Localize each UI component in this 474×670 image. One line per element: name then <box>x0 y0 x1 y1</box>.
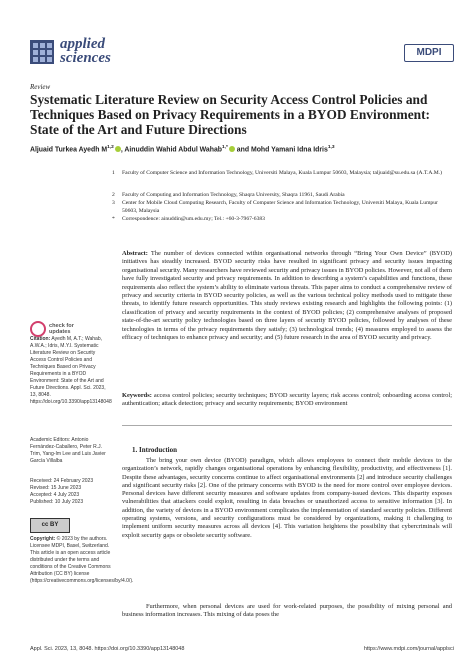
author-list <box>30 145 450 153</box>
dates-block <box>30 478 110 506</box>
abstract-label: Abstract: <box>122 250 148 257</box>
check-updates-line2: updates <box>49 329 71 336</box>
body-paragraph-1: The bring your own device (BYOD) paradigm, which allows employees to connect their mobile devices to the organization’s network, rapidly changes organisational operations by enhancing flexibility, productivity, and effectiveness [1]. Despite these advantages, security concerns continue to affect organisational environments [2] and introduce security challenges and significant security risks [2]. One of the primary concerns with BYOD is the need for more control over employee devices. Personal devices have different security measures and software updates from company-issued devices. This disparity exposes vulnerabilities that attackers could exploit, resulting in data breaches or unauthorized access to sensitive information [3]. In addition, the variety of devices in a BYOD environment complicates the implementation of standard security policies. Different operating systems, versions, and security configurations must be considered by organizations, making it challenging to implement uniform security measures across all devices [4]. This variation heightens the possibility that cybercriminals will exploit security gaps or obsolete security software. <box>122 457 452 539</box>
author-3-sup: 1,3 <box>327 145 335 150</box>
received-date: Received: 24 February 2023 <box>30 478 94 484</box>
affiliation-num: 1 <box>112 170 115 176</box>
keywords <box>122 392 452 409</box>
copyright-block <box>30 536 134 585</box>
copyright-text: © 2023 by the authors. Licensee MDPI, Basel, Switzerland. This article is an open access article distributed under the terms and conditions of the Creative Commons Attribution (CC BY) license (https://creativecommons.org/licenses/by/4.0/). <box>30 536 134 584</box>
article-type: Review <box>30 83 51 91</box>
affiliation-2 <box>112 192 452 200</box>
affiliation-text: Center for Mobile Cloud Computing Research, Faculty of Computer Science and Information Technology, Universiti Malaya, Kuala Lumpur 50603, Malaysia <box>122 200 438 214</box>
check-updates-icon <box>30 321 46 337</box>
copyright-label: Copyright: <box>30 536 56 542</box>
cc-license-badge[interactable]: cc BY <box>30 518 70 533</box>
affiliation-1 <box>112 170 452 178</box>
keywords-text: access control policies; security techniques; BYOD security layers; risk access control; onboarding access control; authentication; attack detection; privacy and security requirements; BYOD environment <box>122 392 452 408</box>
author-2-sup: 1,* <box>221 145 228 150</box>
citation-block <box>30 336 110 406</box>
affiliation-3 <box>112 200 452 215</box>
affiliation-text: Faculty of Computing and Information Technology, Shaqra University, Shaqra 11961, Saudi Arabia <box>122 192 345 198</box>
affiliation-num: 2 <box>112 192 115 198</box>
revised-date: Revised: 15 June 2023 <box>30 485 82 491</box>
accepted-date: Accepted: 4 July 2023 <box>30 492 80 498</box>
journal-logo-icon <box>30 40 54 64</box>
divider <box>122 425 452 426</box>
affiliation-text: Correspondence: ainuddin@um.edu.my; Tel.: +60-3-7967-6383 <box>122 216 265 222</box>
journal-name-line2: sciences <box>60 50 111 66</box>
footer-journal-link[interactable]: https://www.mdpi.com/journal/applsci <box>363 646 454 652</box>
author-1[interactable]: Aljuaid Turkea Ayedh M <box>30 146 108 154</box>
affiliation-text: Faculty of Computer Science and Information Technology, Universiti Malaya, Kuala Lumpur 50603, Malaysia; taljuaid@su.edu.sa (A.T.A.M.) <box>122 170 443 176</box>
author-1-sup: 1,2 <box>107 145 114 150</box>
published-date: Published: 10 July 2023 <box>30 499 84 505</box>
affiliation-num: 3 <box>112 200 115 206</box>
abstract-text: The number of devices connected within organisational networks through “Bring Your Own Device” (BYOD) initiatives has steadily increased. BYOD security risks have resulted in significant privacy and security issues impacting organisational security. Many researchers have reviewed security and privacy issues in BYOD policies. However, not all of them have fully investigated security and privacy requirements. In addition to describing a system’s capabilities and functions, these requirements also reflect the system’s ability to eliminate various threats. This paper aims to conduct a comprehensive review of privacy and security criteria in BYOD security policies, as well as the various technical policy methods used to mitigate these threats, to identify future research opportunities. This study reviews existing research and highlights the following points: (1) classification of privacy and security requirements in the context of BYOD policies; (2) comprehensive analyses of proposed state-of-the-art security policy technologies based on three layers of security BYOD policies, followed by analyses of these technologies in terms of the privacy requirements they satisfy; (3) technological trends; (4) measures employed to assess the efficacy of techniques to enhance privacy and security; and (5) future research in the area of BYOD security and privacy. <box>122 250 453 342</box>
abstract <box>122 250 452 342</box>
author-3[interactable]: and Mohd Yamani Idna Idris <box>234 146 328 154</box>
footer-citation[interactable]: Appl. Sci. 2023, 13, 8048. https://doi.org/10.3390/app13148048 <box>30 646 185 652</box>
section-heading: 1. Introduction <box>132 446 177 454</box>
journal-name-line1: applied <box>60 36 105 52</box>
author-2[interactable]: , Ainuddin Wahid Abdul Wahab <box>120 146 222 154</box>
affiliation-num: * <box>112 216 115 222</box>
journal-name <box>60 37 111 65</box>
body-paragraph-2: Furthermore, when personal devices are used for work-related purposes, the possibility of mixing personal and business information increases. This mixing of data poses the <box>122 603 452 619</box>
keywords-label: Keywords: <box>122 392 152 399</box>
check-updates-line1: check for <box>49 323 74 330</box>
citation-text: Ayedh M, A.T.; Wahab, A.W.A.; Idris, M.Y.I. Systematic Literature Review on Security Access Control Policies and Techniques Based on Privacy Requirements in a BYOD Environment: State of the Art and Future Directions. Appl. Sci. 2023, 13, 8048. https://doi.org/10.3390/app13148048 <box>30 336 112 405</box>
correspondence <box>112 216 452 224</box>
article-title: Systematic Literature Review on Security Access Control Policies and Techniques Based on Privacy Requirements in a BYOD Environment: State of the Art and Future Directions <box>30 92 431 137</box>
publisher-logo: MDPI <box>404 44 454 62</box>
academic-editors: Academic Editors: Antonio Fernández-Caballero, Peter R.J. Trim, Yang-Im Lee and Luis Javier García Villalba <box>30 437 106 464</box>
citation-label: Citation: <box>30 336 51 342</box>
